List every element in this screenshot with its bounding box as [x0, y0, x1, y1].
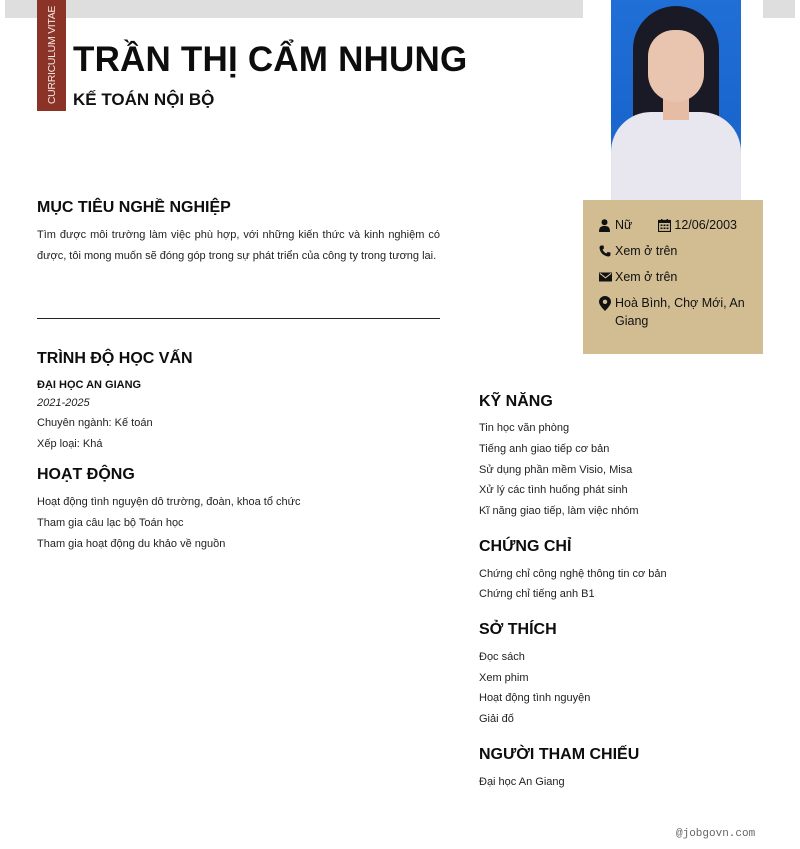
school-name: ĐẠI HỌC AN GIANG — [37, 379, 142, 391]
curriculum-vitae-tab — [37, 0, 66, 111]
contact-panel — [583, 200, 763, 354]
activity-item: Tham gia câu lạc bộ Toán học — [37, 517, 184, 529]
calendar-icon — [658, 216, 674, 234]
hobby-item: Hoạt động tình nguyện — [479, 692, 591, 704]
skill-item: Tiếng anh giao tiếp cơ bản — [479, 443, 610, 455]
references-title: NGƯỜI THAM CHIẾU — [479, 746, 640, 763]
header-band — [5, 0, 583, 18]
skills-title: KỸ NĂNG — [479, 393, 553, 410]
skill-item: Xử lý các tình huống phát sinh — [479, 484, 628, 496]
job-title: KẾ TOÁN NỘI BỘ — [73, 90, 215, 109]
gender-value: Nữ — [615, 218, 633, 232]
header-band-right — [763, 0, 795, 18]
user-icon — [599, 216, 615, 234]
education-major: Chuyên ngành: Kế toán — [37, 417, 153, 429]
section-divider — [37, 318, 440, 319]
phone-value: Xem ở trên — [615, 244, 678, 258]
envelope-icon — [599, 268, 615, 286]
skill-item: Tin học văn phòng — [479, 422, 570, 434]
certificates-title: CHỨNG CHỈ — [479, 538, 572, 555]
curriculum-vitae-label: CURRICULUM VITAE — [45, 5, 58, 105]
contact-row-phone — [599, 242, 747, 260]
skill-item: Sử dụng phần mềm Visio, Misa — [479, 464, 633, 476]
address-value: Hoà Bình, Chợ Mới, An Giang — [615, 296, 745, 328]
birthdate-value: 12/06/2003 — [674, 218, 737, 232]
activities-title: HOẠT ĐỘNG — [37, 466, 135, 483]
phone-icon — [599, 242, 615, 260]
objective-title: MỤC TIÊU NGHỀ NGHIỆP — [37, 199, 231, 216]
profile-photo — [611, 0, 741, 200]
reference-item: Đại học An Giang — [479, 776, 565, 788]
certificate-item: Chứng chỉ công nghệ thông tin cơ bản — [479, 568, 667, 580]
skill-item: Kĩ năng giao tiếp, làm việc nhóm — [479, 505, 639, 517]
education-rank: Xếp loại: Khá — [37, 438, 103, 450]
hobbies-title: SỞ THÍCH — [479, 621, 557, 638]
hobby-item: Xem phim — [479, 672, 529, 684]
candidate-name: TRẦN THỊ CẨM NHUNG — [73, 40, 468, 79]
objective-text: Tìm được môi trường làm việc phù hợp, với những kiến thức và kinh nghiệm có được, tôi mong muốn sẽ đóng góp trong sự phát triển của công ty trong tương lai. — [37, 229, 440, 262]
hobby-item: Giải đố — [479, 713, 514, 725]
activity-item: Tham gia hoạt động du khảo về nguồn — [37, 538, 226, 550]
education-title: TRÌNH ĐỘ HỌC VẤN — [37, 350, 193, 367]
contact-row-gender-birthdate — [599, 216, 747, 234]
activity-item: Hoạt động tình nguyện dô trường, đoàn, khoa tổ chức — [37, 496, 301, 508]
email-value: Xem ở trên — [615, 270, 678, 284]
contact-row-email — [599, 268, 747, 286]
education-years: 2021-2025 — [37, 397, 90, 409]
hobby-item: Đọc sách — [479, 651, 525, 663]
map-pin-icon — [599, 294, 615, 312]
watermark: @jobgovn.com — [676, 828, 756, 840]
contact-row-address — [599, 294, 747, 330]
certificate-item: Chứng chỉ tiếng anh B1 — [479, 588, 595, 600]
